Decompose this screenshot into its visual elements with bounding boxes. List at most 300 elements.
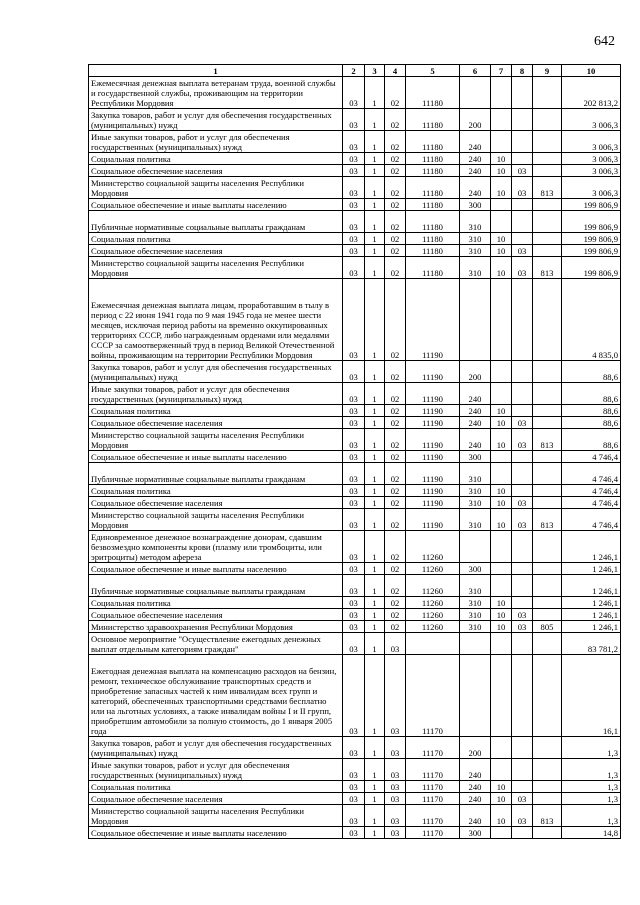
row-name-cell: Социальное обеспечение населения [89,417,343,429]
row-value-cell: 1 [365,509,385,531]
row-name-cell: Министерство здравоохранения Республики Мордовия [89,621,343,633]
row-value-cell: 02 [385,575,406,597]
row-value-cell: 310 [460,211,491,233]
row-value-cell: 03 [385,655,406,737]
row-value-cell: 1 [365,827,385,839]
row-value-cell: 1 246,1 [562,609,621,621]
row-name-cell: Социальное обеспечение населения [89,793,343,805]
row-value-cell: 03 [343,509,365,531]
row-name-cell: Социальное обеспечение населения [89,165,343,177]
row-name-cell: Ежемесячная денежная выплата ветеранам труда, военной службы и государственной службы, проживающим на территории Республики Мордовия [89,77,343,109]
row-value-cell: 16,1 [562,655,621,737]
row-value-cell [533,383,562,405]
row-value-cell [406,633,460,655]
row-value-cell: 10 [491,405,512,417]
row-value-cell: 3 006,3 [562,131,621,153]
row-value-cell: 03 [343,575,365,597]
row-value-cell [512,575,533,597]
row-value-cell: 88,6 [562,429,621,451]
row-value-cell: 02 [385,429,406,451]
row-value-cell [491,131,512,153]
table-row [89,177,621,199]
row-value-cell: 03 [343,199,365,211]
row-value-cell: 240 [460,429,491,451]
row-value-cell: 11180 [406,199,460,211]
row-value-cell: 240 [460,805,491,827]
row-value-cell [533,109,562,131]
row-value-cell: 02 [385,485,406,497]
row-value-cell: 11180 [406,211,460,233]
row-value-cell: 1 [365,233,385,245]
row-value-cell [533,233,562,245]
row-value-cell [533,417,562,429]
row-value-cell [533,77,562,109]
row-value-cell: 11190 [406,429,460,451]
row-value-cell: 03 [512,245,533,257]
row-value-cell: 02 [385,199,406,211]
table-row [89,655,621,737]
row-value-cell: 03 [343,531,365,563]
table-row [89,257,621,279]
row-value-cell [512,463,533,485]
table-row [89,279,621,361]
row-value-cell: 300 [460,563,491,575]
table-row [89,211,621,233]
row-value-cell [512,737,533,759]
row-value-cell: 02 [385,597,406,609]
row-value-cell: 200 [460,109,491,131]
row-value-cell: 02 [385,563,406,575]
row-value-cell: 10 [491,609,512,621]
row-value-cell: 10 [491,497,512,509]
row-name-cell: Иные закупки товаров, работ и услуг для обеспечения государственных (муниципальных) нужд [89,383,343,405]
row-value-cell [533,245,562,257]
row-value-cell [491,655,512,737]
row-value-cell [512,361,533,383]
row-value-cell: 11180 [406,177,460,199]
row-value-cell: 1 [365,609,385,621]
row-value-cell: 11180 [406,153,460,165]
table-row [89,153,621,165]
row-value-cell [491,759,512,781]
table-row [89,109,621,131]
row-value-cell [533,497,562,509]
row-value-cell: 1 [365,655,385,737]
table-row [89,497,621,509]
row-value-cell: 03 [343,279,365,361]
column-header: 1 [89,65,343,77]
row-value-cell [533,361,562,383]
row-value-cell: 10 [491,597,512,609]
row-value-cell [512,485,533,497]
row-value-cell: 03 [512,165,533,177]
row-value-cell: 03 [343,827,365,839]
row-value-cell [533,451,562,463]
row-value-cell: 310 [460,485,491,497]
column-header: 9 [533,65,562,77]
table-row [89,199,621,211]
row-value-cell: 1 [365,177,385,199]
row-value-cell [512,77,533,109]
row-value-cell: 10 [491,805,512,827]
row-value-cell [512,563,533,575]
row-value-cell: 1,3 [562,759,621,781]
row-value-cell: 02 [385,405,406,417]
row-value-cell: 02 [385,463,406,485]
row-value-cell: 03 [343,597,365,609]
row-value-cell: 1 [365,759,385,781]
row-value-cell [491,827,512,839]
row-name-cell: Министерство социальной защиты населения Республики Мордовия [89,509,343,531]
row-value-cell: 1 [365,563,385,575]
row-value-cell: 1 [365,805,385,827]
row-value-cell [512,153,533,165]
row-name-cell: Публичные нормативные социальные выплаты гражданам [89,463,343,485]
row-value-cell: 03 [343,361,365,383]
row-value-cell: 1 [365,405,385,417]
table-row [89,509,621,531]
row-name-cell: Социальное обеспечение и иные выплаты населению [89,563,343,575]
row-value-cell [533,609,562,621]
row-value-cell: 11180 [406,257,460,279]
row-value-cell [512,759,533,781]
table-row [89,165,621,177]
row-value-cell: 240 [460,759,491,781]
row-value-cell: 03 [385,737,406,759]
row-value-cell: 03 [343,177,365,199]
row-value-cell [491,737,512,759]
row-value-cell: 240 [460,383,491,405]
row-value-cell [491,563,512,575]
row-name-cell: Основное мероприятие "Осуществление ежегодных денежных выплат отдельным категориям граждан" [89,633,343,655]
row-value-cell: 199 806,9 [562,245,621,257]
row-value-cell: 1 [365,531,385,563]
row-value-cell: 310 [460,257,491,279]
row-value-cell [491,383,512,405]
row-value-cell: 11180 [406,109,460,131]
column-header: 10 [562,65,621,77]
row-value-cell: 88,6 [562,405,621,417]
row-value-cell: 240 [460,165,491,177]
page-number: 642 [594,34,615,49]
row-value-cell [512,199,533,211]
table-row [89,383,621,405]
row-value-cell: 03 [343,805,365,827]
row-name-cell: Закупка товаров, работ и услуг для обеспечения государственных (муниципальных) нужд [89,737,343,759]
row-value-cell: 03 [343,165,365,177]
row-value-cell: 03 [343,655,365,737]
row-value-cell [533,563,562,575]
row-value-cell: 11260 [406,621,460,633]
row-value-cell: 03 [343,485,365,497]
row-value-cell: 03 [343,211,365,233]
table-row [89,485,621,497]
row-value-cell [512,279,533,361]
row-value-cell: 03 [343,245,365,257]
row-value-cell: 02 [385,279,406,361]
row-name-cell: Ежемесячная денежная выплата лицам, проработавшим в тылу в период с 22 июня 1941 года по 9 мая 1945 года не менее шести месяцев, исключая период работы на временно оккупированных территориях СССР, либо награжденным орденами или медалями СССР за самоотверженный труд в период Великой Отечественной войны, проживающим на территории Республики Мордовия [89,279,343,361]
row-value-cell: 02 [385,531,406,563]
column-header: 5 [406,65,460,77]
row-value-cell: 11190 [406,463,460,485]
row-name-cell: Иные закупки товаров, работ и услуг для обеспечения государственных (муниципальных) нужд [89,759,343,781]
row-value-cell: 300 [460,827,491,839]
row-name-cell: Министерство социальной защиты населения Республики Мордовия [89,257,343,279]
row-name-cell: Социальное обеспечение и иные выплаты населению [89,451,343,463]
row-value-cell: 3 006,3 [562,109,621,131]
row-value-cell: 03 [512,257,533,279]
row-value-cell [533,633,562,655]
row-value-cell: 10 [491,417,512,429]
row-value-cell: 02 [385,257,406,279]
row-value-cell: 10 [491,793,512,805]
row-value-cell: 02 [385,383,406,405]
row-value-cell: 02 [385,153,406,165]
row-value-cell [512,451,533,463]
row-value-cell: 1 [365,199,385,211]
row-value-cell: 03 [343,609,365,621]
table-body [89,77,621,839]
row-value-cell: 240 [460,417,491,429]
row-value-cell: 03 [343,759,365,781]
row-value-cell [491,451,512,463]
row-value-cell: 11190 [406,405,460,417]
row-value-cell: 200 [460,737,491,759]
row-name-cell: Социальная политика [89,153,343,165]
row-value-cell: 1 246,1 [562,597,621,609]
row-value-cell [491,211,512,233]
row-name-cell: Ежегодная денежная выплата на компенсацию расходов на бензин, ремонт, техническое обслуживание транспортных средств и приобретение запасных частей к ним инвалидам всех групп и категорий, обеспеченных транспортными средствами бесплатно или на льготных условиях, а также инвалидам войны I и II групп, приобретшим автомобили за полную стоимость, до 1 января 2005 года [89,655,343,737]
row-value-cell: 1 [365,131,385,153]
row-value-cell: 88,6 [562,361,621,383]
table-row [89,131,621,153]
row-value-cell: 02 [385,497,406,509]
row-value-cell: 03 [343,793,365,805]
row-value-cell [533,597,562,609]
row-value-cell: 03 [343,621,365,633]
row-value-cell: 03 [385,805,406,827]
row-value-cell: 1 [365,463,385,485]
row-value-cell: 310 [460,609,491,621]
row-value-cell: 813 [533,177,562,199]
row-value-cell: 1 [365,575,385,597]
row-value-cell [533,463,562,485]
row-value-cell [491,575,512,597]
row-value-cell: 03 [512,417,533,429]
row-value-cell: 11260 [406,575,460,597]
row-value-cell: 11190 [406,497,460,509]
column-header: 6 [460,65,491,77]
row-value-cell: 1 [365,361,385,383]
table-row [89,245,621,257]
table-row [89,781,621,793]
row-value-cell: 02 [385,177,406,199]
row-value-cell: 1 [365,429,385,451]
row-value-cell [512,597,533,609]
row-value-cell: 1 [365,109,385,131]
table-row [89,597,621,609]
row-value-cell: 11170 [406,805,460,827]
row-value-cell [512,131,533,153]
row-value-cell: 199 806,9 [562,211,621,233]
row-value-cell: 202 813,2 [562,77,621,109]
row-value-cell [460,633,491,655]
row-value-cell: 199 806,9 [562,199,621,211]
row-value-cell: 03 [385,793,406,805]
row-value-cell: 11170 [406,781,460,793]
row-value-cell [491,633,512,655]
row-value-cell: 1 [365,279,385,361]
table-row [89,575,621,597]
row-value-cell: 11180 [406,245,460,257]
row-value-cell: 03 [343,383,365,405]
row-value-cell: 1 [365,77,385,109]
row-name-cell: Иные закупки товаров, работ и услуг для обеспечения государственных (муниципальных) нужд [89,131,343,153]
row-value-cell: 11260 [406,563,460,575]
row-value-cell [533,165,562,177]
row-value-cell [533,737,562,759]
row-value-cell [512,633,533,655]
row-value-cell: 200 [460,361,491,383]
row-value-cell [533,153,562,165]
row-value-cell: 240 [460,177,491,199]
row-value-cell: 4 746,4 [562,463,621,485]
row-value-cell [533,405,562,417]
row-value-cell: 10 [491,429,512,451]
row-value-cell: 813 [533,429,562,451]
table-row [89,621,621,633]
row-value-cell: 11170 [406,827,460,839]
row-value-cell: 11190 [406,451,460,463]
row-value-cell [491,531,512,563]
row-value-cell: 03 [512,429,533,451]
row-name-cell: Социальная политика [89,781,343,793]
row-value-cell: 11170 [406,793,460,805]
header-row [89,65,621,77]
row-value-cell [491,463,512,485]
row-value-cell: 03 [512,497,533,509]
table-row [89,793,621,805]
row-value-cell: 03 [512,793,533,805]
row-value-cell: 10 [491,165,512,177]
row-value-cell: 03 [512,805,533,827]
row-value-cell: 310 [460,621,491,633]
column-header: 2 [343,65,365,77]
row-value-cell: 11180 [406,165,460,177]
row-value-cell: 1,3 [562,781,621,793]
row-value-cell: 03 [343,257,365,279]
row-value-cell: 03 [343,131,365,153]
row-value-cell: 02 [385,509,406,531]
row-name-cell: Социальное обеспечение населения [89,245,343,257]
row-value-cell: 240 [460,781,491,793]
row-value-cell [491,77,512,109]
row-name-cell: Социальная политика [89,405,343,417]
row-value-cell: 11190 [406,279,460,361]
row-value-cell: 1 [365,257,385,279]
row-value-cell: 03 [343,497,365,509]
row-value-cell: 11190 [406,485,460,497]
row-value-cell: 03 [343,463,365,485]
row-value-cell [533,279,562,361]
row-value-cell [491,199,512,211]
row-name-cell: Социальное обеспечение и иные выплаты населению [89,827,343,839]
table-row [89,759,621,781]
row-value-cell [533,485,562,497]
row-value-cell: 10 [491,509,512,531]
row-value-cell: 1 [365,737,385,759]
row-name-cell: Социальная политика [89,233,343,245]
row-value-cell: 83 781,2 [562,633,621,655]
row-value-cell: 10 [491,177,512,199]
row-value-cell: 10 [491,245,512,257]
row-value-cell: 11190 [406,417,460,429]
row-value-cell [533,575,562,597]
row-value-cell [512,827,533,839]
row-value-cell: 11260 [406,609,460,621]
row-value-cell: 03 [512,621,533,633]
row-value-cell [512,109,533,131]
row-name-cell: Социальная политика [89,485,343,497]
row-value-cell: 03 [385,781,406,793]
row-value-cell: 1 [365,781,385,793]
row-value-cell: 1 [365,165,385,177]
row-value-cell [512,531,533,563]
row-value-cell: 03 [343,429,365,451]
row-value-cell [533,759,562,781]
row-value-cell: 10 [491,233,512,245]
row-name-cell: Министерство социальной защиты населения Республики Мордовия [89,429,343,451]
row-value-cell: 02 [385,77,406,109]
row-value-cell: 199 806,9 [562,233,621,245]
row-value-cell: 1 [365,597,385,609]
row-value-cell: 11190 [406,383,460,405]
table-row [89,429,621,451]
row-value-cell: 4 746,4 [562,497,621,509]
row-value-cell: 1 246,1 [562,563,621,575]
row-value-cell: 199 806,9 [562,257,621,279]
row-value-cell: 10 [491,485,512,497]
row-value-cell: 813 [533,805,562,827]
row-value-cell: 300 [460,451,491,463]
row-value-cell [512,233,533,245]
row-value-cell [491,109,512,131]
row-value-cell: 11170 [406,759,460,781]
row-value-cell: 11180 [406,233,460,245]
row-value-cell [533,793,562,805]
row-value-cell: 02 [385,165,406,177]
row-value-cell: 10 [491,781,512,793]
row-name-cell: Социальная политика [89,597,343,609]
row-value-cell: 11260 [406,597,460,609]
row-value-cell: 1 [365,245,385,257]
row-value-cell: 4 746,4 [562,451,621,463]
row-value-cell [512,655,533,737]
column-header: 7 [491,65,512,77]
row-value-cell: 11190 [406,509,460,531]
row-value-cell: 1 [365,383,385,405]
row-value-cell [533,655,562,737]
budget-table [88,64,621,839]
row-value-cell: 02 [385,417,406,429]
column-header: 8 [512,65,533,77]
row-value-cell: 310 [460,497,491,509]
row-value-cell: 1 246,1 [562,621,621,633]
row-value-cell [491,361,512,383]
row-value-cell: 3 006,3 [562,177,621,199]
row-value-cell: 02 [385,211,406,233]
row-value-cell: 03 [343,233,365,245]
